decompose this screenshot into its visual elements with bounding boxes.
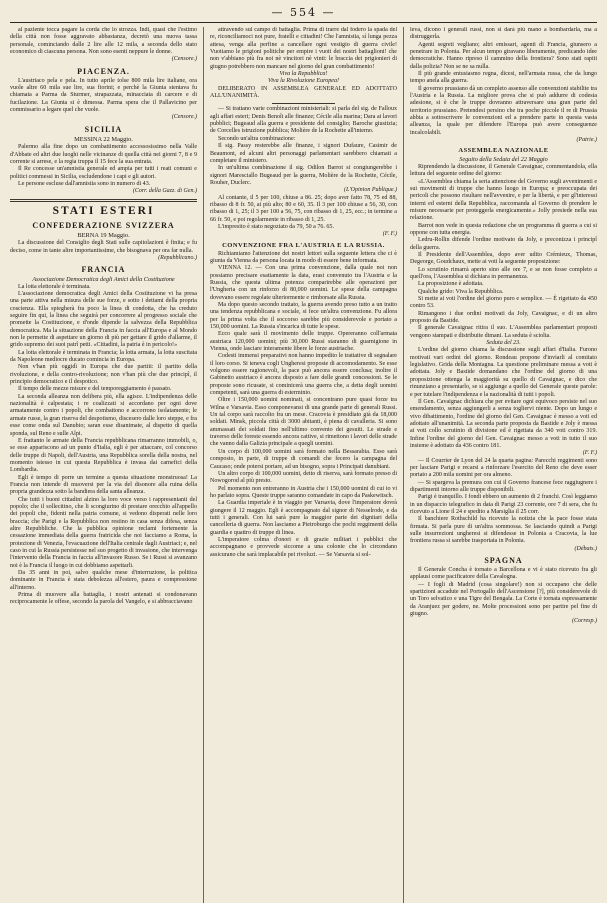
- page-number: — 554 —: [271, 6, 336, 19]
- article-paragraph: Il Re concesse un'amnistia generale ed ampia per tutti i reati comuni e politici commessi in Sicilia, escludendone i capi e gli autori.: [10, 166, 197, 180]
- source-attribution: (Corr. della Gazz. di Gen.): [132, 188, 197, 195]
- article-paragraph: Pel momento non entreranno in Austria che i 150,000 uomini di cui io vi ho parlato sopra. Queste truppe saranno comandate in capo da Paskewitsch.: [210, 485, 397, 499]
- article-paragraph: Qualche grido: Viva la Repubblica.: [418, 288, 504, 295]
- section-heading: CONFEDERAZIONE SVIZZERA: [32, 220, 175, 230]
- article-paragraph: Il generale Cavaignac ritira il suo. L'Assemblea parlamentari proposti vengono stampati e distribuite dimani. La seduta è sciolta.: [410, 325, 597, 339]
- section-heading: STATI ESTERI: [52, 204, 155, 217]
- article-paragraph: Non v'han più oggidì in Europa che due partiti: il partito della rivoluzione, e della contro-rivoluzione; non v'han più che due principî, il principio democratico e il despotico.: [10, 364, 197, 386]
- section-subheading: Seguito della Seduta del 22 Maggio: [459, 156, 548, 164]
- article-paragraph: Si mette ai voti l'ordine del giorno puro e semplice. — È rigettato da 450 contro 53.: [410, 296, 597, 310]
- article-paragraph: Il Generale Concha è tornato a Barcellona e vi è stato ricevuto fra gli applausi come pacificatore della Cavalogna.: [410, 566, 597, 581]
- article-paragraph: — Il Courrier de Lyon del 24 la quarta pagina: Parecchi reggimenti sono per lasciare Parigi e recarsi a rinforzare l'esercito del Reno che deve esser portato a 200 mila uomini per ora almeno.: [410, 457, 597, 479]
- article-paragraph: Il Gen. Cavaignac dichiara che per evitare ogni equivoco persiste nel suo emendamento, senza aggiungerli a senza togliervi niente. Dopo un lungo e vivo dibattimento, l'ordine del giorno del Gen. Cavaignac è messo a voti ed adottato all'unanimità. La seconda parte proposta da Bastide e Joly è messa ai voti collo scrutinio di divisione ed è rigettata da 340 voti contro 319. Infine l'ordine del giorno del Gen. Cavaignac messo a voti in tutto il suo insieme è adottato da 436 contro 181.: [410, 398, 597, 449]
- article-paragraph: Palermo alla fine dopo un combattimento accessosissimo nella Valle d'Abbate ed altri due luoghi nelle vicinanze di quella città nei giorni 7, 8 e 9 corrente si arrese, e la regia truppa il 15 fece la sua entrata.: [10, 144, 197, 165]
- article-paragraph: Secondo un'altra combinazione:: [218, 135, 296, 142]
- article-paragraph: La discussione del Consiglio degli Stati sulle capitolazioni è finita; e fu deciso, come in tante altre importantissime, che bisognava per ora far nulla.: [10, 240, 197, 254]
- article-paragraph: attravendo sul campo di battaglia. Prima di trarre dal fodero la spada del re, riconciliamoci noi pure, fratelli e cittadini! Che l'amnistia, sì lunga pezza attesa, venga alla perfine a cancellare ogni vestigio di guerra civile! Vuotiamo le prigioni politiche per empire i vuoti dei nostri battaglioni! che non v'abbiano più fra noi nè vincitori nè vinti: le braccia dei prigionieri di giugno potrebbero non mancare nel giorno del gran combattimento!: [210, 27, 397, 70]
- article-paragraph: Oltre i 150,000 uomini nominati, si concentrano pure quasi forze tra Wilna e Varsavia. Esso componevansi di una grande parte di generali Russi. Un tal corpo sarà raccolto fra un mese. Cracovia è presidiato già da 18,000 soldati. Minsk, piccola città di 3000 abitanti, è piena di cavalleria. Si sono ammassati dei soldati fino nell'ultimo convento dei gesuiti. Le strade e traverso delle foreste essendo ancora cattive, si rimettono i lavori delle strade che vanno dalla Galizia principale a quegli uomini.: [210, 397, 397, 448]
- article-paragraph: leva, dicono i generali russi, non si darà più mano a bombardarla, ma a distruggerla.: [410, 27, 597, 41]
- source-attribution: (Patrie.): [576, 137, 597, 144]
- article-paragraph: Riprendendo la discussione, il Generale Cavaignac, commentandola, ella lettura del seguente ordine del giorno:: [410, 163, 597, 178]
- article-paragraph: La lotta elettorale è terminata.: [18, 283, 91, 290]
- section-heading: CONVENZIONE FRA L'AUSTRIA E LA RUSSIA.: [222, 241, 385, 249]
- article-paragraph: Lo scrutinio rimarrà aperto sino alle ore 7, e se non fosse completo a quell'ora, l'Assemblea si dichiara in permanenza.: [410, 266, 597, 281]
- article-paragraph: Richiamiamo l'attenzione dei nostri lettori sulla seguente lettera che ci è giunta da Vienna da persona locata in modo di essere bene informata.: [210, 250, 397, 264]
- article-paragraph: Un corpo di 100,000 uomini sarà formato nella Bessarabia. Esso sarà composto, in parte, di truppe di comandi che fecero la campagna del Caucaso; onde potersi portare, ad un bisogno, sopra i Principati danubiani.: [210, 448, 397, 470]
- article-paragraph: — Si trattano varie combinazioni ministeriali: si parla del sig. de Falloux agli affari esteri; Denis Benoît alle finanze; Cécile alla marina; Dara ai lavori pubblici; Bugeaud alla guerra e presidente del consiglio; Baroche giustizia; de Corcelles istruzione pubblica; Molière de la Rochette all'interno.: [210, 106, 397, 135]
- article-paragraph: Ledru-Rollin difende l'ordine motivato da Joly, e preconizza i principî della guerra.: [410, 237, 597, 251]
- article-paragraph: Rimangono i due ordini motivati da Joly, Cavaignac, e di un altro proposto da Bastide.: [410, 310, 597, 325]
- column-middle: [203, 27, 397, 903]
- article-paragraph: — I fogli di Madrid (cosa singolare!) non si occupano che delle spartizioni accadute nel Portogallo dell'Ascensione [?], più considerevole di un Toro selvatico e una Tigre del Bengala. La Corte è tornata espressamente da Aranjuez per godere, ne. Molte processioni sono per partire pel fine di giugno.: [410, 581, 597, 618]
- article-paragraph: Il Presidente dell'Assemblea, dopo aver udito Crémieux, Thomas, Degeorge, Goudchaux, mette ai voti la seguente proposizione:: [410, 251, 597, 266]
- section-rule: [10, 199, 197, 202]
- article-paragraph: Da 35 anni in poi, salvo qualche mese d'interruzione, la politica dominante in Francia è stata debolezza all'estero, paura e compressione all'interno.: [10, 570, 197, 591]
- centered-line: Viva la Repubblica!: [279, 71, 328, 78]
- article-paragraph: Il tempo delle mezze misure e del temporeggiamento è passato.: [18, 386, 172, 393]
- section-heading: FRANCIA: [81, 265, 126, 275]
- article-paragraph: Prima di muovere alla battaglia, i nostri antenati si condonavano reciprocamente le offese, secondo la parola del Vangelo, e si abbracciavano: [10, 592, 197, 606]
- article-paragraph: DELIBERATO IN ASSEMBLEA GENERALE ED ADOTTATO ALL'UNANIMITÀ.: [210, 85, 397, 100]
- source-attribution: (Débats.): [574, 545, 597, 552]
- article-paragraph: Parigi è tranquillo. I fondi ebbero un aumento di 2 franchi. Così leggiamo in un dispaccio telegrafico in data di Parigi 23 corrente, ore 7 di sera, che fu ricevuto a Lione il 24 e spedito a Marsiglia il 25 corr.: [410, 494, 597, 515]
- article-paragraph: La seconda alleanza non delibera più, ella agisce. L'indipendenza delle nazionalità è calpestata; i re coalizzati si accordano per ogni dove armatamente contro i popoli, che combattono e accorrono isolatamente; le armate russe, la gran riserva del despotismo, discesero dalle loro steppe, e fra esse come onda sul Danubio; saran esse disanimate, al dispetto di quella sponda, sul Reno e sulle Alpi.: [10, 393, 197, 437]
- article-paragraph: La Guardia imperiale è in viaggio per Varsavia, dove l'imperatore dovrà giungere il 12 maggio. Egli è accompagnato dal signor di Nesselrode, e da tutti i generali. Con lui sarà pure la maggior parte dei dignitari della cancelleria di guerra. Non lasciamo a Pietroburgo che pochi reggimenti della guardia e quattro di truppe di linea.: [210, 500, 397, 536]
- article-paragraph: L'impresito è stato negoziato da 79, 50 a 76. 65.: [218, 223, 334, 230]
- article-paragraph: al paziente tocca pagare la corda che lo strozza. Indi, quasi che l'estimo della città non fosse aggravato abbastanza, decretò una nuova tassa personale, cominciando dalle 2 lire alle 12 mila, a seconda dello stato economico di ciascuna persona. Non sono esenti neppure le donne.: [10, 27, 197, 56]
- article-paragraph: Agenti segreti vegliano; altri emissari, agenti di Francia, giunsero a penetrare in Polonia. Per alcun tempo giravano liberamente, predicando idee democratiche. Hanno ripreso il cammino della frontiera? Sono stati rapiti dalla polizia? Non se ne sa nulla.: [410, 41, 597, 70]
- article-paragraph: E frattanto le armate della Francia repubblicana rimarranno immobili, o, se esse appariscono ad un punto d'Italia, egli è per attaccare, col concorso delle truppe di Napoli, dell'Austria, una Repubblica sorella della nostra, nel momento istesso in cui questa Repubblica è invasa dai carnefici della Lombardia.: [10, 437, 197, 474]
- source-attribution: (Corresp.): [572, 618, 597, 625]
- section-heading: ASSEMBLEA NAZIONALE: [458, 147, 549, 155]
- section-heading: PIACENZA.: [77, 66, 130, 76]
- article-paragraph: Il sig. Passy resterebbe alle finanze, i signori Dufaure, Casimir de Beaumont, ed alcuni altri personaggi parlamentari sarebbero chiamati a completare il ministero.: [210, 143, 397, 164]
- article-paragraph: Codesti immensi preparativi non hanno impedito le trattative di segnalare il loro corso. Si teneva cogli Ungheresi proposte di accomodamento. Se esse volgono essere ragionevoli, la pace può ancora essere conclusa; inoltre il Gabinetto austriaco è ancora disposto a fare delle grandi concessioni. Se le proposte sono ricusate, si cominicerà una guerra che, a detta degli uomini competenti, sarà una guerra di esterminio.: [210, 353, 397, 397]
- article-paragraph: La lotta elettorale è terminata in Francia; la lotta armata, la lotta suscitata da Napoleone mediocre ducato comincia in Europa.: [10, 349, 197, 364]
- article-paragraph: Il banchiere Rothschild ha ricevuto la notizia che la pace fosse stata firmata. Si parla pure di un'altra sommossa. Se lasciando quindi a Parigi sulle insurrezioni ungheresi si difendesse in Polonia a Cracovia, la lue frontiera russa si sarebbe trasportata in Polonia.: [410, 516, 597, 545]
- article-paragraph: Barrot non vede in questa redazione che un programma di guerra a cui si oppone con tutta energia.: [410, 222, 597, 236]
- section-heading: SPAGNA: [484, 555, 523, 565]
- article-paragraph: Un altro corpo di 100,000 uomini, detto di riserva, sarà formato presso di Nowogorod al più presto.: [210, 470, 397, 485]
- source-attribution: (Censore.): [171, 56, 197, 63]
- section-subheading: Associazione Democratica degli Amici della Costituzione: [32, 276, 175, 284]
- article-paragraph: L'ordine del giorno chiama la discussione sugli affari d'Italia. Furono motivati vari ordini del giorno. Rondeau propone d'inviarli al comitato legislativo. Grida della Montagna. La questione preliminare messa a voti è adottata. Joly e Bastide domandano che l'ordine del giorno di una proposizione ottenga la maggiorità su quello di Cavaignac, e dico che rinunziano a presentarlo, se si aggiunge a quello del Generale queste parole: e per tutelare l'indipendenza e la nazionalità di tutti i popoli.: [410, 347, 597, 398]
- article-paragraph: L'imperatore colma d'onori e di grazie militari i pubblici che accompagnano e provvede siccome a una colonie che lo circondano assicurano che sarà implacabile pei rivoluzi. — Se Varsavia si sol-: [210, 536, 397, 558]
- article-paragraph: Al contante, il 5 per 100, chiuse a 86. 25; dopo aver fatto 78, 75 ed 88, ribasso di 8 fr. 50, ai più alto; 80 e 60, 35. Il 3 per 100 chiuse a 56, 30, con ribasso di 1, 25; il 3 per 100 a 56, 75, con ribasso di 1, 25, ecc.; in termine a 66 fr. 50, e poi regolarmente in ribasso di 1, 25.: [210, 194, 397, 223]
- separator-rule: [272, 103, 336, 104]
- article-paragraph: L'austriaco pela e pela. In tutto aprile tolse 800 mila lire italiane, ora vuole altre 60 mila sue lire, sua fiorini; e perchè la Giunta stentava fu chiamata a Parma da Sturmer, strapazzata, minacciata di carcere e di fucilazione. La Giunta si è dimessa. Parma spera che il Pallavicino per commissario a legare quel che vuole.: [10, 77, 197, 114]
- article-paragraph: Egli è tempo di porre un termine a questa situazione monstruosa! La Francia non intende di muoversi per la via del disonore alla ruina della propria grandezza sotto la bandiera della santa alleanza.: [10, 474, 197, 496]
- source-attribution: (L'Opinion Publique.): [344, 187, 397, 194]
- article-paragraph: Ma dopo questo secondo trattato, la guerra avendo preso tutto a un tratto una tendenza repubblicana e sociale, si fece un'altra convenzione. Fu allora per la prima volta che il soccorso sarebbe più considerevole e portato a 150,000 uomini. La Russia s'incarica di tutte le spese.: [210, 301, 397, 330]
- dateline: MESSINA 22 Maggio.: [74, 135, 133, 143]
- article-paragraph: Il governo prussiano dà un completo assenso alle convenzioni stabilite tra l'Austria e la Russia. La migliore prova che si può addurre di codesta adesione, si è che le truppe dovranno attraversare una gran parte del territorio prussiano. Pretendesi persino che tra poche piccole il re di Prussia abbia a sottoscrivere le convenzioni ed a prendere parte in questa vasta alleanza, la quale per difendere l'Europa può avere conseguenze incalcolabili.: [410, 85, 597, 136]
- section-heading: SICILIA: [84, 124, 123, 134]
- source-attribution: (F. F.): [382, 231, 397, 238]
- column-right: [403, 27, 597, 903]
- centered-line: Seduta del 23.: [486, 340, 521, 347]
- dateline: BERNA 19 Maggio.: [77, 231, 130, 239]
- column-left: [10, 27, 197, 903]
- article-paragraph: Il più grande entusiasmo regna, dicesi, nell'armata russa, che da lungo tempo anela alla guerra.: [410, 71, 597, 85]
- source-attribution: (F. F.): [582, 450, 597, 457]
- article-paragraph: La proposizione è adottata.: [418, 281, 484, 288]
- article-paragraph: — Si spargeva la premura con cui il Governo francese fece raggiugnere i dipartimenti intorno alle truppe disponibili.: [410, 479, 597, 493]
- article-paragraph: In un'ultima combinazione il sig. Odilon Barrot si congiungerebbe i signori Maresciallo Bugeaud per la guerra, Molière de la Rochette, Cécile, Rouher, Duclerc.: [210, 165, 397, 186]
- article-paragraph: L'associazione democratica degli Amici della Costituzione vi ha presa una parte attiva nella misura delle sue forze, e sotto i dettami della propria coscienza. Ella spiegherà fra poco la linea di condotta, che ha creduto seguire fin qui, la linea che seguirà per concorrere al progresso sociale che promette la Costituzione, e d'onde dipende la salvezza della Repubblica democratica. Ma la situazione della Francia in faccia all'Europa e al Mondo non le permette di aspettare un giorno di più per gettare il grido d'allarme, il grido supremo dei suoi patrî petti. «Cittadini, la patria è in pericolo!»: [10, 290, 197, 349]
- centered-line: Viva la Rivoluzione Europea!: [267, 78, 340, 85]
- article-paragraph: «L'Assemblea chiama la seria attenzione del Governo sugli avvenimenti e sui movimenti di truppe che hanno luogo in Europa; e preoccupata dei pericoli che possono risultare nell'avvenire, e per la libertà, e per gl'interessi interni ed esterni della Repubblica, raccomanda al Governo di prendere le misure necessarie per proteggerla energicamente.» Jolly presiede nella sua relazione.: [410, 178, 597, 222]
- source-attribution: (Censore.): [171, 114, 197, 121]
- article-paragraph: Ecco quale sarà il movimento delle truppe. Opereranno coll'armata austriaca 120,000 uomini; più 30,000 Russi staranno di guarnigione in Vienna, onde lasciare interamente libere le forze austriache.: [210, 331, 397, 352]
- source-attribution: (Repubblicano.): [158, 254, 197, 261]
- article-paragraph: Le persone escluse dall'amnistia sono in numero di 43.: [18, 181, 151, 187]
- text-columns: [10, 27, 597, 903]
- article-paragraph: Che tutti i buoni cittadini alzino la loro voce verso i rappresentanti del popolo; che il sollecitino, che li scongiurino di prestare orecchio all'appello dei popoli che, fidenti nella patria comune, si vedono disperati nelle loro braccia; che Parigi e la Repubblica non restino in casa senza difesa, senza altre Repubbliche. Che la pubblica opinione reclami fortemente la cessazione immediata della guerra fratricida che noi facciamo a Roma, la protezione di Venezia, l'evacuazione dell'Italia centrale dagli Austriaci; e, nel caso in cui la Russia persistesse nel suo progetto di invasione, che intervenga l'intervento della Francia in faccia all'invasore Russo. Se i Russi si avanzano noi è la Francia il luogo in cui dobbiamo aspettarli.: [10, 496, 197, 569]
- header-rule: [10, 22, 597, 23]
- article-paragraph: VIENNA 12. — Con una prima convenzione, dalla quale noi non possiamo precisare esattamente la data, erasi convenuto tra l'Austria e la Russia, che questa ultima potenza comparirebbe alle operazioni per l'Ungheria con un rinforzo di 80,000 uomini. Le spese della campagna dovevano essere regolate ulteriormente e rimborsate alla Russia.: [210, 265, 397, 301]
